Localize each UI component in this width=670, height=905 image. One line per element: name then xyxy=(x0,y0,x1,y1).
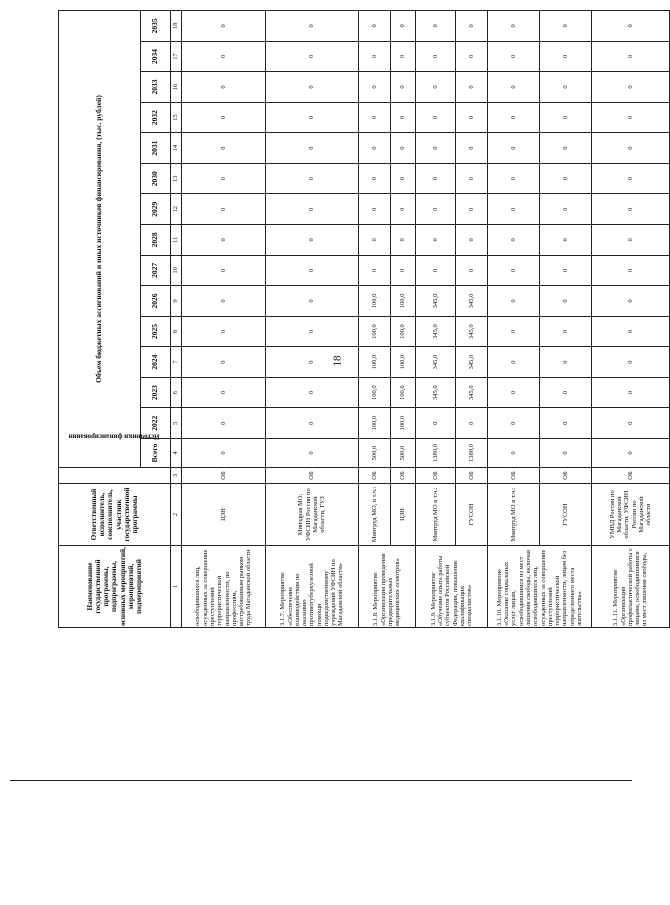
table-row xyxy=(391,11,416,628)
row-cell: 0 xyxy=(266,439,359,468)
row-source: ОБ xyxy=(540,468,592,484)
row-cell: 0 xyxy=(592,286,670,317)
row-name: освободившихся лиц, осужденных за совершение преступлений террористической направленности, по профессиям, востребованным рынком труда Магаданской области xyxy=(182,546,266,628)
column-number: 6 xyxy=(171,377,182,408)
row-cell: 0 xyxy=(391,225,416,256)
header-year: 2033 xyxy=(141,72,171,103)
row-cell: 0 xyxy=(540,255,592,286)
row-source: ОБ xyxy=(266,468,359,484)
row-cell: 0 xyxy=(266,286,359,317)
row-source: ОБ xyxy=(391,468,416,484)
header-year: 2030 xyxy=(141,163,171,194)
header-year: 2025 xyxy=(141,316,171,347)
column-number: 14 xyxy=(171,133,182,164)
row-cell: 0 xyxy=(182,225,266,256)
column-number: 1 xyxy=(171,546,182,628)
row-cell: 0 xyxy=(359,133,391,164)
row-cell: 0 xyxy=(592,255,670,286)
column-number: 7 xyxy=(171,347,182,378)
row-cell: 0 xyxy=(540,408,592,439)
row-cell: 0 xyxy=(359,194,391,225)
row-cell: 0 xyxy=(359,11,391,42)
row-cell: 345,0 xyxy=(456,377,488,408)
row-cell: 0 xyxy=(592,408,670,439)
row-cell: 0 xyxy=(540,102,592,133)
row-cell: 0 xyxy=(182,255,266,286)
row-cell: 345,0 xyxy=(456,347,488,378)
row-cell: 0 xyxy=(488,163,540,194)
row-cell: 0 xyxy=(540,133,592,164)
row-cell: 0 xyxy=(266,163,359,194)
header-year: 2027 xyxy=(141,255,171,286)
row-responsible: Минтруд МО в т.ч.: xyxy=(488,484,540,546)
header-financing-group: Объем бюджетных ассигнований и иных источников финансирования, (тыс. рублей) xyxy=(59,11,141,468)
header-responsible: Ответственный исполнитель, соисполнитель, участник государственной программы xyxy=(59,484,171,546)
row-cell: 0 xyxy=(416,133,456,164)
row-cell: 0 xyxy=(592,133,670,164)
row-cell: 0 xyxy=(391,72,416,103)
header-source-text: Источники финансирования xyxy=(68,432,160,441)
row-cell: 0 xyxy=(592,102,670,133)
row-name: 3.1.7. Мероприятие «Обеспечение взаимодействия по оказанию противотуберкулезной помощи подведомственному учреждений УФСИН по Магаданской области» xyxy=(266,546,359,628)
table-row xyxy=(182,11,266,628)
row-cell: 0 xyxy=(540,163,592,194)
header-year: 2023 xyxy=(141,377,171,408)
row-cell: 345,0 xyxy=(416,316,456,347)
column-number: 15 xyxy=(171,102,182,133)
row-cell: 0 xyxy=(416,194,456,225)
row-cell: 0 xyxy=(182,72,266,103)
row-cell: 0 xyxy=(391,163,416,194)
row-cell: 0 xyxy=(266,255,359,286)
row-cell: 0 xyxy=(592,377,670,408)
row-source: ОБ xyxy=(182,468,266,484)
table-row xyxy=(456,11,488,628)
page-divider-line xyxy=(10,780,632,781)
row-cell: 0 xyxy=(182,377,266,408)
row-cell: 0 xyxy=(488,11,540,42)
row-cell: 0 xyxy=(266,408,359,439)
row-cell: 0 xyxy=(391,41,416,72)
row-cell: 0 xyxy=(266,316,359,347)
row-cell: 0 xyxy=(266,11,359,42)
header-year: 2026 xyxy=(141,286,171,317)
row-cell: 100,0 xyxy=(391,286,416,317)
row-cell: 0 xyxy=(416,163,456,194)
row-cell: 0 xyxy=(540,316,592,347)
row-cell: 0 xyxy=(416,255,456,286)
row-source: ОБ xyxy=(359,468,391,484)
row-cell: 0 xyxy=(391,133,416,164)
row-cell: 0 xyxy=(182,194,266,225)
row-cell: 0 xyxy=(391,102,416,133)
financing-table xyxy=(58,10,670,628)
row-cell: 0 xyxy=(266,225,359,256)
row-cell: 0 xyxy=(488,41,540,72)
row-cell: 0 xyxy=(456,133,488,164)
document-rotated-area xyxy=(58,11,653,628)
row-source: ОБ xyxy=(456,468,488,484)
row-source: ОБ xyxy=(488,468,540,484)
row-source: ОБ xyxy=(416,468,456,484)
row-cell: 100,0 xyxy=(359,377,391,408)
row-cell: 100,0 xyxy=(391,377,416,408)
row-cell: 0 xyxy=(456,163,488,194)
row-cell: 0 xyxy=(592,439,670,468)
document-rotated-content xyxy=(58,11,653,628)
row-cell: 100,0 xyxy=(359,347,391,378)
row-cell: 100,0 xyxy=(391,347,416,378)
row-cell: 0 xyxy=(488,316,540,347)
row-cell: 0 xyxy=(359,163,391,194)
row-cell: 0 xyxy=(416,225,456,256)
row-source: ОБ xyxy=(592,468,670,484)
column-number: 9 xyxy=(171,286,182,317)
row-cell: 0 xyxy=(266,41,359,72)
row-cell: 0 xyxy=(182,316,266,347)
row-cell: 0 xyxy=(456,72,488,103)
row-cell: 0 xyxy=(182,286,266,317)
row-cell: 0 xyxy=(359,41,391,72)
row-cell: 0 xyxy=(182,133,266,164)
row-cell: 100,0 xyxy=(359,316,391,347)
column-number: 3 xyxy=(171,468,182,484)
row-cell: 0 xyxy=(488,225,540,256)
row-cell: 0 xyxy=(456,225,488,256)
column-number: 10 xyxy=(171,255,182,286)
row-cell: 0 xyxy=(540,347,592,378)
header-year: 2034 xyxy=(141,41,171,72)
row-cell: 0 xyxy=(592,347,670,378)
row-cell: 0 xyxy=(456,194,488,225)
column-number: 4 xyxy=(171,439,182,468)
row-cell: 0 xyxy=(488,347,540,378)
row-cell: 0 xyxy=(391,194,416,225)
column-number: 8 xyxy=(171,316,182,347)
row-cell: 0 xyxy=(182,41,266,72)
header-total: Всего xyxy=(141,439,171,468)
header-year: 2032 xyxy=(141,102,171,133)
row-cell: 0 xyxy=(182,408,266,439)
column-number: 13 xyxy=(171,163,182,194)
row-cell: 0 xyxy=(182,347,266,378)
row-cell: 0 xyxy=(540,194,592,225)
column-number: 2 xyxy=(171,484,182,546)
row-cell: 0 xyxy=(359,255,391,286)
row-cell: 0 xyxy=(456,41,488,72)
row-cell: 0 xyxy=(540,286,592,317)
row-name: 3.1.10. Мероприятие «Оказание социальных услуг лицам, освободившимся из мест лишения свободы, включая освободившихся лиц, осужденных за совершение преступлений террористической направленности, лицам без определенного места жительства» xyxy=(488,546,592,628)
header-year: 2035 xyxy=(141,11,171,42)
row-cell: 0 xyxy=(540,11,592,42)
row-cell: 0 xyxy=(488,194,540,225)
row-cell: 500,0 xyxy=(359,439,391,468)
row-cell: 345,0 xyxy=(456,316,488,347)
column-number: 17 xyxy=(171,41,182,72)
row-cell: 0 xyxy=(592,163,670,194)
row-name: 3.1.11. Мероприятие «Организация профилактической работы с лицами, освободившимися из мест лишения свободы, xyxy=(592,546,670,628)
row-cell: 0 xyxy=(266,377,359,408)
header-year: 2028 xyxy=(141,225,171,256)
row-cell: 0 xyxy=(456,11,488,42)
row-cell: 0 xyxy=(592,194,670,225)
row-cell: 345,0 xyxy=(456,286,488,317)
header-year: 2022 xyxy=(141,408,171,439)
row-cell: 0 xyxy=(592,225,670,256)
row-cell: 100,0 xyxy=(391,408,416,439)
row-cell: 0 xyxy=(182,439,266,468)
row-cell: 500,0 xyxy=(391,439,416,468)
row-cell: 0 xyxy=(391,255,416,286)
row-cell: 0 xyxy=(359,102,391,133)
row-cell: 0 xyxy=(488,286,540,317)
table-row xyxy=(592,11,670,628)
row-cell: 0 xyxy=(592,72,670,103)
row-cell: 0 xyxy=(592,11,670,42)
row-cell: 0 xyxy=(488,439,540,468)
header-year: 2031 xyxy=(141,133,171,164)
row-cell: 0 xyxy=(266,194,359,225)
row-cell: 0 xyxy=(488,255,540,286)
row-cell: 0 xyxy=(266,102,359,133)
row-cell: 0 xyxy=(266,72,359,103)
row-cell: 0 xyxy=(266,347,359,378)
table-row xyxy=(266,11,359,628)
row-cell: 100,0 xyxy=(359,286,391,317)
row-responsible: УМВД России по Магаданской области; УФСИН России по Магаданской области xyxy=(592,484,670,546)
row-cell: 345,0 xyxy=(416,377,456,408)
row-cell: 0 xyxy=(488,72,540,103)
row-cell: 0 xyxy=(416,102,456,133)
row-cell: 0 xyxy=(359,72,391,103)
row-cell: 0 xyxy=(266,133,359,164)
row-cell: 0 xyxy=(416,408,456,439)
row-cell: 100,0 xyxy=(359,408,391,439)
row-name: 3.1.9. Мероприятие «Обучение опыта работы субъектов Российской Федерации, повышение квалификации специалистов» xyxy=(416,546,488,628)
row-responsible: ГУСОН xyxy=(456,484,488,546)
row-cell: 0 xyxy=(488,102,540,133)
column-number: 16 xyxy=(171,72,182,103)
row-responsible: Минтруд МО, в т.ч.: xyxy=(359,484,391,546)
table-row xyxy=(416,11,456,628)
table-row xyxy=(540,11,592,628)
row-responsible: Минздрав МО; УФСИН России по Магаданской области, ГУЗ xyxy=(266,484,359,546)
row-cell: 0 xyxy=(416,11,456,42)
row-cell: 1380,0 xyxy=(416,439,456,468)
row-cell: 0 xyxy=(488,408,540,439)
row-responsible: ГУСОН xyxy=(540,484,592,546)
row-cell: 0 xyxy=(359,225,391,256)
row-cell: 0 xyxy=(540,225,592,256)
row-cell: 0 xyxy=(416,72,456,103)
column-number: 11 xyxy=(171,225,182,256)
row-cell: 100,0 xyxy=(391,316,416,347)
header-year: 2029 xyxy=(141,194,171,225)
row-cell: 345,0 xyxy=(416,286,456,317)
row-cell: 0 xyxy=(391,11,416,42)
header-year: 2024 xyxy=(141,347,171,378)
table-row xyxy=(488,11,540,628)
row-cell: 0 xyxy=(416,41,456,72)
row-responsible: Минтруд МО в т.ч.: xyxy=(416,484,456,546)
row-cell: 0 xyxy=(182,11,266,42)
row-cell: 0 xyxy=(182,163,266,194)
header-name: Наименование государственной программы, подпрограммы, основных мероприятий, мероприятий, подмероприятий xyxy=(59,546,171,628)
column-number: 5 xyxy=(171,408,182,439)
column-number: 12 xyxy=(171,194,182,225)
column-number-row xyxy=(171,11,182,628)
row-cell: 0 xyxy=(456,102,488,133)
row-cell: 0 xyxy=(540,72,592,103)
page-number: 18 xyxy=(331,355,344,367)
row-cell: 345,0 xyxy=(416,347,456,378)
row-cell: 0 xyxy=(592,41,670,72)
row-cell: 0 xyxy=(456,408,488,439)
row-cell: 0 xyxy=(488,133,540,164)
row-cell: 0 xyxy=(592,316,670,347)
row-cell: 0 xyxy=(182,102,266,133)
table-row xyxy=(359,11,391,628)
row-cell: 0 xyxy=(456,255,488,286)
row-responsible: ЦЗН xyxy=(391,484,416,546)
row-name: 3.1.8. Мероприятие «Организация проведения предварительных медицинских осмотров» xyxy=(359,546,416,628)
column-number: 18 xyxy=(171,11,182,42)
row-cell: 0 xyxy=(540,439,592,468)
row-cell: 1380,0 xyxy=(456,439,488,468)
row-cell: 0 xyxy=(488,377,540,408)
row-cell: 0 xyxy=(540,377,592,408)
row-cell: 0 xyxy=(540,41,592,72)
row-responsible: ЦЗН xyxy=(182,484,266,546)
